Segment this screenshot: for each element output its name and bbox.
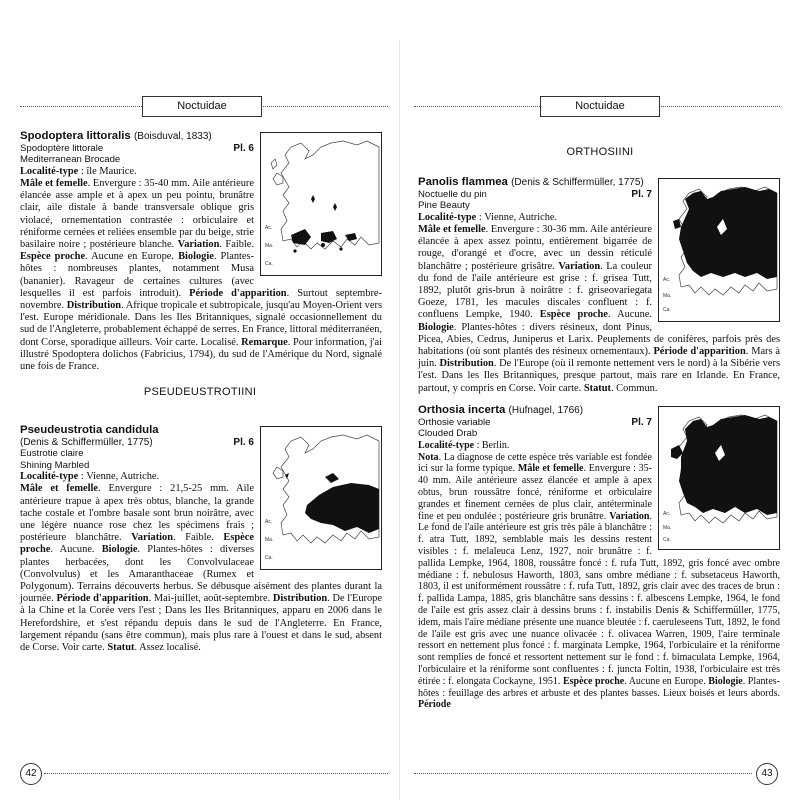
species-name: Spodoptera littoralis <box>20 130 131 142</box>
svg-text:Ac.: Ac. <box>663 277 671 283</box>
plate-ref: Pl. 7 <box>631 189 652 200</box>
svg-text:Ma.: Ma. <box>663 293 672 299</box>
common-name-en: Mediterranean Brocade <box>20 154 121 166</box>
plate-ref: Pl. 6 <box>233 437 254 448</box>
species-name: Orthosia incerta <box>418 404 506 416</box>
type-locality: Localité-type : île Maurice. <box>20 165 137 177</box>
species-description: Mâle et femelle. Envergure : 30-36 mm. Aile antérieure élancée à apex assez pointu, entièrement bigarrée de rouge, d'orangé et d'ocre, avec un dessin réticulé blanchâtre ; postérieure grisâtre. Variation. La couleur du fond de l'aile antérieure est grise : f. grisea Tutt, 1892, plutôt gris-brun à noirâtre : f. griseovariegata Goeze, 1781, les macules discales confluent : f. confluens Lempke, 1940. Espèce proche. Aucune. Biologie. Plantes-hôtes : divers résineux, dont Pinus, Picea, Abies, Cedrus, Juniperus et Larix. Peuplements de conifères, parfois près des habitations (où sont plantés des résineux ornementaux). Période d'apparition. Mars à juin. Distribution. De l'Europe (où il remonte nettement vers le nord) à la Sibérie vers l'est. Dans les Iles Britanniques, presque partout, mais rare en Irlande. En France, partout, y compris en Corse. Voir carte. Statut. Commun. <box>418 224 781 394</box>
map-legend-ca: Ca. <box>265 261 273 267</box>
common-name-en: Clouded Drab <box>418 428 478 440</box>
species-name: Panolis flammea <box>418 176 508 188</box>
svg-text:Ca.: Ca. <box>663 537 671 543</box>
footer-rule-left <box>44 773 388 774</box>
right-page <box>400 0 800 800</box>
page-number-left: 42 <box>20 763 42 785</box>
europe-map <box>261 427 381 569</box>
europe-map <box>659 179 779 321</box>
distribution-map-orthosia <box>658 406 780 550</box>
running-header-left: Noctuidae <box>142 96 262 117</box>
common-name-fr: Eustrotie claire <box>20 448 84 460</box>
svg-text:Ac.: Ac. <box>265 519 273 525</box>
map-legend-ac: Ac. <box>265 225 273 231</box>
europe-map <box>659 407 779 549</box>
plate-ref: Pl. 6 <box>233 143 254 154</box>
common-name-fr: Noctuelle du pin <box>418 189 487 200</box>
species-entry-spodoptera <box>20 130 382 373</box>
plate-ref: Pl. 7 <box>631 417 652 428</box>
running-header-right: Noctuidae <box>540 96 660 117</box>
svg-text:Ca.: Ca. <box>265 555 273 561</box>
map-legend-ma: Ma. <box>265 243 274 249</box>
species-name: Pseudeustrotia candidula <box>20 424 159 436</box>
species-entry-pseudeustrotia <box>20 424 382 654</box>
species-entry-orthosia <box>418 404 780 711</box>
svg-text:Ma.: Ma. <box>265 537 274 543</box>
type-locality: Localité-type : Vienne, Autriche. <box>418 211 558 223</box>
svg-text:Ac.: Ac. <box>663 511 671 517</box>
species-description: Mâle et femelle. Envergure : 35-40 mm. Aile antérieure élancée asse ample et à apex un peu pointu, brunâtre clair, aile distale à bande transversale oblique gris violacé, ornementation contrastée : orbiculaire et réniforme cernées et reliées ensemble par du beige, strie basilaire noire ; postérieure blanche. Variation. Faible. Espèce proche. Aucune en Europe. Biologie. Plantes-hôtes : nombreuses plantes, notamment Musa (bananier). Ravageur de certaines cultures (avec lesquelles il est parfois introduit). Période d'apparition. Surtout septembre-novembre. Distribution. Afrique tropicale et subtropicale, jusqu'au Moyen-Orient vers l'est. Europe méridionale. Dans les Iles Britanniques, signalé occasionnellement du sud de l'Angleterre, probablement échappé de serres. En France, littoral méditerranéen, dont Corse, sporadique ailleurs. Voir carte. Localisé. Remarque. Pour information, j'ai illustré Spodoptera dolichos (Fabricius, 1794), du sud de l'Amérique du Nord, signalé une fois de France. <box>20 178 383 373</box>
species-description: Mâle et femelle. Envergure : 21,5-25 mm. Aile antérieure trapue à apex très obtus, blanche, la grande tache costale et l'ombre basale sont brun noirâtre, avec une légère nuance rose chez les spécimens frais ; postérieure blanchâtre. Variation. Faible. Espèce proche. Aucune. Biologie. Plantes-hôtes : diverses plantes herbacées, dont les Convolvulaceae (Convolvulus) et les Amaranthaceae (Rumex et Polygonum). Terrains découverts herbus. Se débusque aisément des plantes durant la journée. Période d'apparition. Mai-juillet, août-septembre. Distribution. De l'Europe à la Chine et la Corée vers l'est ; Dans les Iles Britanniques, apparu en 2006 dans le Herefordshire, et s'est répandu depuis dans le sud de l'Angleterre. En France, largement répandu (sans être commun), mais plus rare à l'ouest et dans le sud, absent de Corse. Voir carte. Statut. Assez localisé. <box>20 483 382 654</box>
species-entry-panolis <box>418 176 780 395</box>
type-locality: Localité-type : Vienne, Autriche. <box>20 471 160 483</box>
page-number-right: 43 <box>756 763 778 785</box>
common-name-en: Pine Beauty <box>418 200 470 212</box>
common-name-fr: Spodoptère littorale <box>20 143 104 154</box>
svg-text:Ma.: Ma. <box>663 525 672 531</box>
section-heading-left: PSEUDEUSTROTIINI <box>143 386 257 398</box>
europe-map <box>261 133 381 275</box>
distribution-map-spodoptera <box>260 132 382 276</box>
footer-rule-right <box>414 773 752 774</box>
common-name-en: Shining Marbled <box>20 459 90 471</box>
species-author: (Denis & Schiffermüller, 1775) <box>20 437 153 448</box>
species-author: (Hufnagel, 1766) <box>508 405 584 416</box>
species-author: (Boisduval, 1833) <box>133 131 212 142</box>
svg-text:Ca.: Ca. <box>663 307 671 313</box>
distribution-map-pseudeustrotia <box>260 426 382 570</box>
species-description: Nota. La diagnose de cette espèce très variable est fondée ici sur la forme typique. Mâle et femelle. Envergure : 35-40 mm. Aile antérieure assez élancée et ample à apex obtus, brun roussâtre foncé, réniforme et orbiculaire grandes et finement cernées de plus clair, antéterminale fine et peu ondulée ; postérieure gris brunâtre. Variation. Le fond de l'aile antérieure est gris très pâle à blanchâtre : f. atra Tutt, 1892, semblable mais les dessins restent visibles : f. melaleuca Lenz, 1927, noir brunâtre : f. pallida Lempke, 1964, 1808, roussâtre foncé : f. rufa Tutt, 1892, gris foncé avec ombre médiane : f. nebulosus Haworth, 1803, sans ombre médiane : f. subsetaceus Haworth, 1803, il est uniformément roussâtre : f. rufa Tutt, 1892, gris clair avec des traces de brun : f. pallida Lampa, 1885, gris blanchâtre sans dessins : f. albescens Lempke, 1964, le fond de l'aile est gris assez clair à dessins bruns : f. instabilis Denis & Schiffermüller, 1775, idem, mais l'aire médiane présente une nuance bleutée : f. caeruleseens Tutt, 1892, le fond de l'aile est gris avec une nuance olivacée : f. olivacea Warren, 1909, l'aire terminale ressort en nettement plus foncé : f. marginata Lempke, 1964, l'orbiculaire et la réniforme sont remplies de foncé et ressortent nettement sur le fond : f. bimaculata Lempke, 1964, l'orbiculaire et la réniforme sont confluentes : f. juncta Foltin, 1938, l'orbiculaire est très étirée : f. elongata Cockayne, 1951. Espèce proche. Aucune en Europe. Biologie. Plantes-hôtes : feuillage des arbres et arbuste et des plantes basses. Lieux boisés et leurs abords. Période <box>418 451 780 711</box>
species-author: (Denis & Schiffermüller, 1775) <box>511 177 644 188</box>
type-locality: Localité-type : Berlin. <box>418 439 510 451</box>
distribution-map-panolis <box>658 178 780 322</box>
section-heading-right: ORTHOSIINI <box>566 146 634 158</box>
common-name-fr: Orthosie variable <box>418 417 491 428</box>
